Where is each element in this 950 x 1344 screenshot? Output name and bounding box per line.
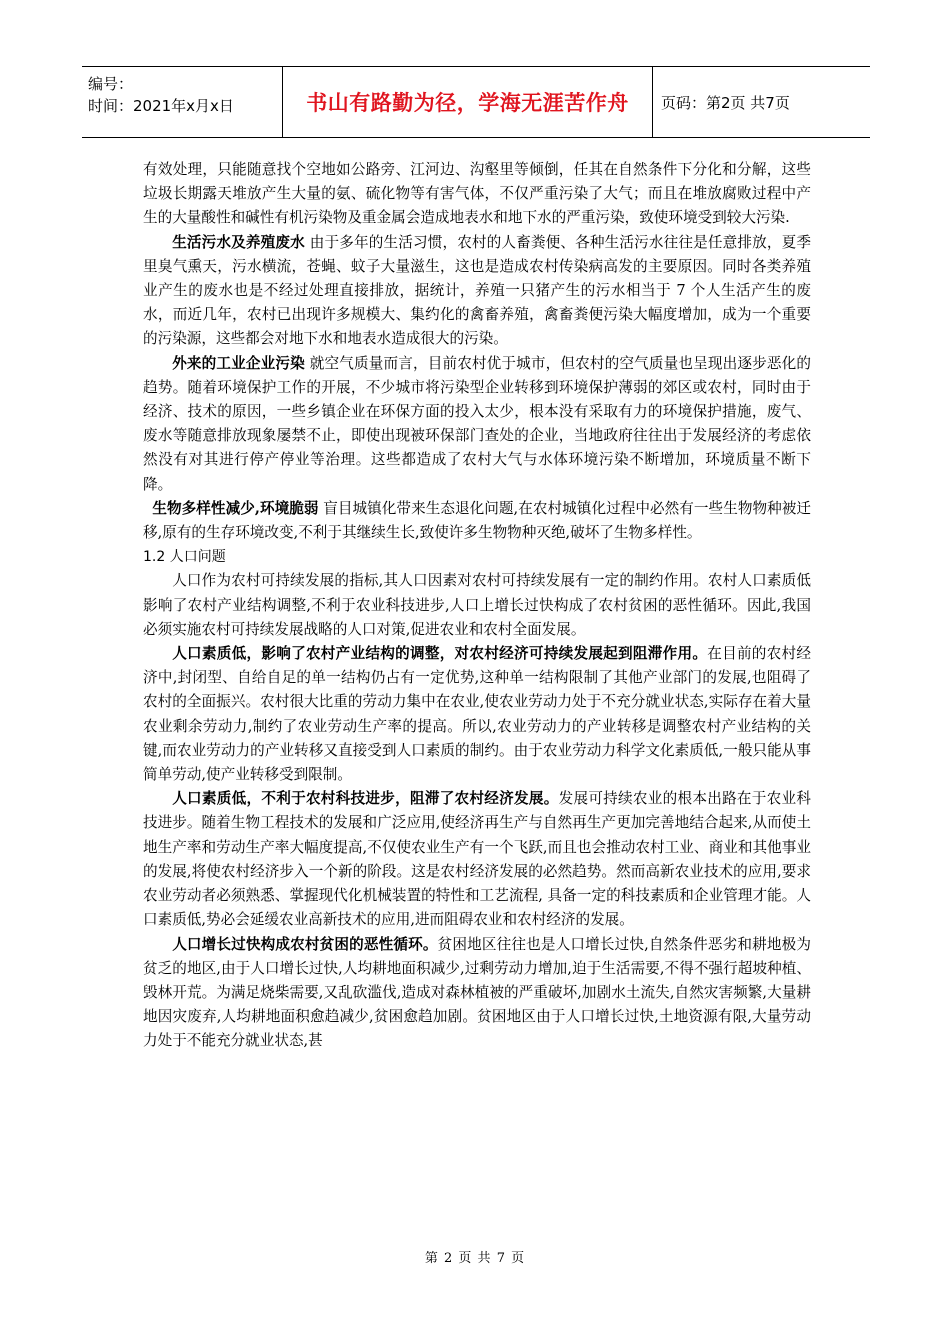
paragraph: 有效处理，只能随意找个空地如公路旁、江河边、沟壑里等倾倒，任其在自然条件下分化和分解，这些垃圾长期露天堆放产生大量的氨、硫化物等有害气体，不仅严重污染了大气；而且在堆放腐败过程中产生的大量酸性和碱性有机污染物及重金属会造成地表水和地下水的严重污染，致使环境受到较大污染. (143, 161, 811, 227)
paragraph (143, 231, 811, 352)
paragraph-text: 发展可持续农业的根本出路在于农业科技进步。随着生物工程技术的发展和广泛应用,使经济再生产与自然再生产更加完善地结合起来,从而使土地生产率和劳动生产率大幅度提高,不仅使农业生产有一个飞跃,而且也会推动农村工业、商业和其他事业的发展,将使农村经济步入一个新的阶段。这是农村经济发展的必然趋势。然而高新农业技术的应用,要求农业劳动者必须熟悉、掌握现代化机械装置的特性和工艺流程, 具备一定的科技素质和企业管理才能。人口素质低,势必会延缓农业高新技术的应用,进而阻碍农业和农村经济的发展。 (143, 790, 811, 929)
header-meta (82, 67, 283, 137)
paragraph-heading: 人口素质低，不利于农村科技进步，阻滞了农村经济发展。 (172, 790, 559, 808)
header-motto: 书山有路勤为径，学海无涯苦作舟 (283, 67, 653, 137)
paragraph-heading: 生物多样性减少,环境脆弱 (152, 499, 319, 517)
section-title: 1.2 人口问题 (143, 549, 226, 566)
header-page-info: 页码：第2页 共7页 (661, 93, 790, 112)
page-footer: 第 2 页 共 7 页 (424, 1251, 526, 1266)
paragraph (143, 787, 811, 932)
paragraph (143, 352, 811, 497)
paragraph-heading: 人口素质低，影响了农村产业结构的调整，对农村经济可持续发展起到阻滞作用。 (172, 645, 708, 663)
paragraph-text: 盲目城镇化带来生态退化问题,在农村城镇化过程中必然有一些生物物种被迁移,原有的生存环境改变,不利于其继续生长,致使许多生物物种灭绝,破坏了生物多样性。 (143, 499, 811, 542)
document-header (82, 66, 870, 138)
paragraph-heading: 外来的工业企业污染 (172, 354, 305, 372)
document-number: 编号： (88, 75, 134, 93)
document-date: 时间：2021年x月x日 (88, 97, 234, 115)
paragraph: 人口作为农村可持续发展的指标,其人口因素对农村可持续发展有一定的制约作用。农村人口素质低影响了农村产业结构调整,不利于农业科技进步,人口上增长过快构成了农村贫困的恶性循环。因此,我国必须实施农村可持续发展战略的人口对策,促进农业和农村全面发展。 (143, 572, 811, 638)
paragraph-text: 就空气质量而言，目前农村优于城市，但农村的空气质量也呈现出逐步恶化的趋势。随着环境保护工作的开展，不少城市将污染型企业转移到环境保护薄弱的郊区或农村，同时由于经济、技术的原因，一些乡镇企业在环保方面的投入太少，根本没有采取有力的环境保护措施，废气、废水等随意排放现象屡禁不止，即使出现被环保部门查处的企业，当地政府往往出于发展经济的考虑依然没有对其进行停产停业等治理。这些都造成了农村大气与水体环境污染不断增加，环境质量不断下降。 (143, 354, 811, 493)
paragraph-text: 贫困地区往往也是人口增长过快,自然条件恶劣和耕地极为贫乏的地区,由于人口增长过快,人均耕地面积减少,过剩劳动力增加,迫于生活需要,不得不强行超坡种植、毁林开荒。为满足烧柴需要,又乱砍滥伐,造成对森林植被的严重破坏,加剧水土流失,自然灾害频繁,大量耕地因灾废弃,人均耕地面积愈趋减少,贫困愈趋加剧。贫困地区由于人口增长过快,土地资源有限,大量劳动力处于不能充分就业状态,甚 (143, 935, 811, 1050)
paragraph (143, 642, 811, 787)
paragraph-text: 由于多年的生活习惯，农村的人畜粪便、各种生活污水往往是任意排放，夏季里臭气熏天，污水横流，苍蝇、蚊子大量滋生，这也是造成农村传染病高发的主要原因。同时各类养殖业产生的废水也是不经过处理直接排放，据统计，养殖一只猪产生的污水相当于 7 个人生活产生的废水，而近几年，农村已出现许多规模大、集约化的禽畜养殖，禽畜粪便污染大幅度增加，成为一个重要的污染源，这些都会对地下水和地表水造成很大的污染。 (143, 233, 811, 348)
paragraph (143, 933, 811, 1054)
document-body (143, 158, 811, 1054)
paragraph (143, 497, 811, 545)
paragraph-heading: 人口增长过快构成农村贫困的恶性循环。 (172, 935, 438, 953)
paragraph-heading: 生活污水及养殖废水 (172, 233, 305, 251)
paragraph-text: 在目前的农村经济中,封闭型、自给自足的单一结构仍占有一定优势,这种单一结构限制了其他产业部门的发展,也阻碍了农村的全面振兴。农村很大比重的劳动力集中在农业,使农业劳动力处于不充分就业状态,实际存在着大量农业剩余劳动力,制约了农业劳动生产率的提高。所以,农业劳动力的产业转移是调整农村产业结构的关键,而农业劳动力的产业转移又直接受到人口素质的制约。由于农业劳动力科学文化素质低,一般只能从事简单劳动,使产业转移受到限制。 (143, 645, 811, 784)
